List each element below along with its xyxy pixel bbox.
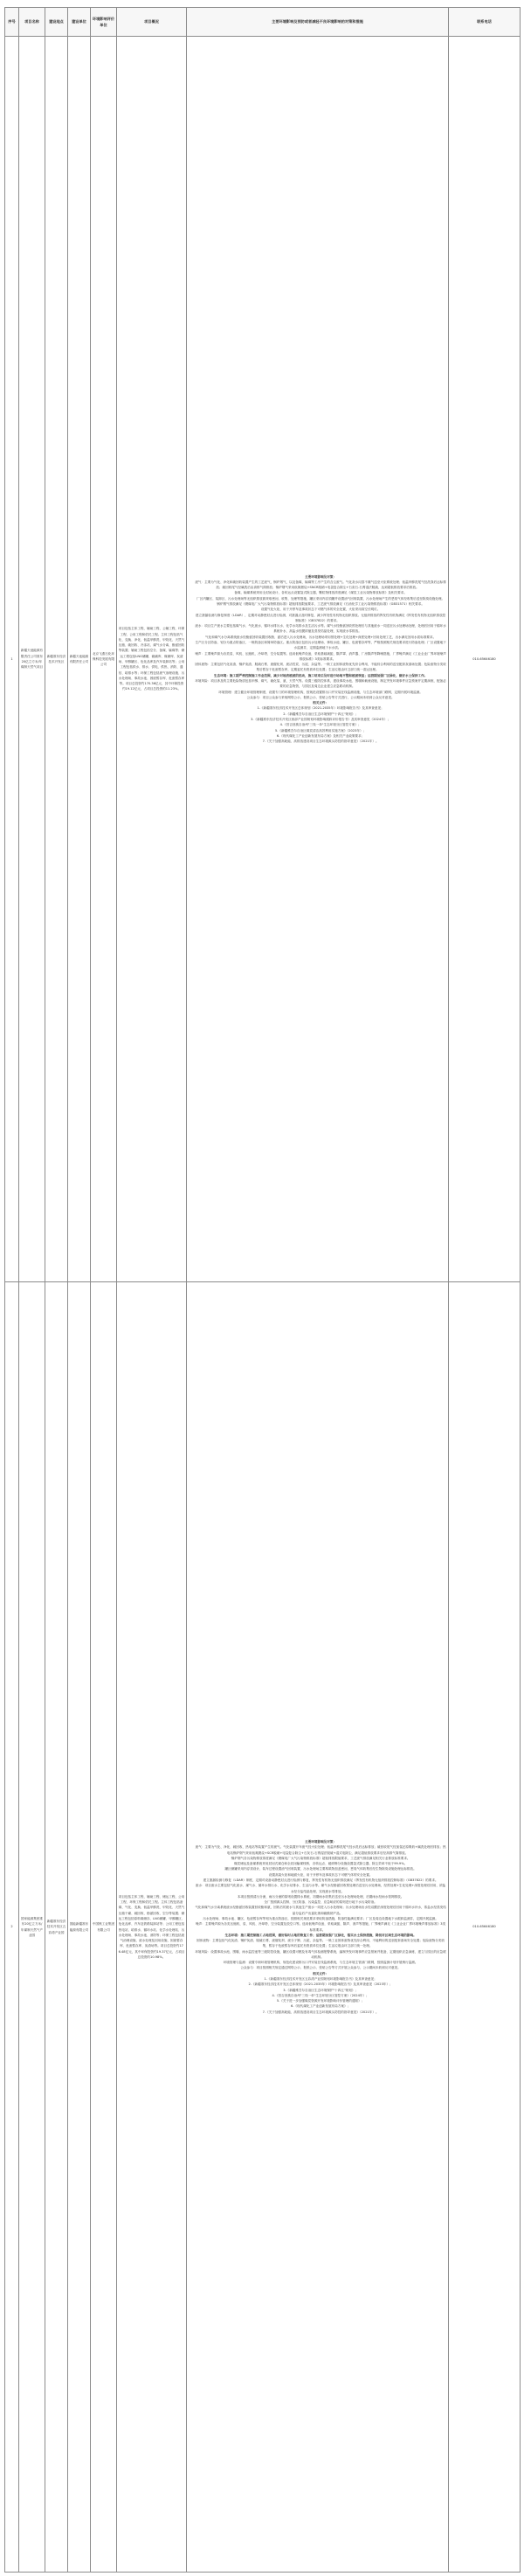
measure-paragraph: 废水：项目生产废水主要包括煤气水、气化废水、循环水排污水、化学水站排水及生活污水等。煤气水经酚氨回收预处理后与其他废水一同送至污水处理场处理，处理后回用于循环水系统补水，高盐水经膜浓缩及蒸发结晶处理，实现废水零排放。 <box>195 624 446 634</box>
header-eia-unit: 环境影响评价单位 <box>91 8 117 37</box>
measure-paragraph: 全厂按照源头控制、分区防渗、污染监控、应急响应的原则进行地下水污染防治。 <box>264 1900 377 1905</box>
measure-paragraph: 生产区分区防渗，划分为重点防渗区、一般防渗区和简单防渗区。重点防渗区包括污水处理场、事故水池、罐区、危废暂存库等，严格按照相关规范要求进行防渗处理；厂区设置地下水监测井，定期监测地下水水质。 <box>195 641 446 650</box>
measure-paragraph: 煤炭储运及备煤系统采用封闭式煤仓和全封闭输煤栈桥，各转运点、破碎筛分设施设置袋式除尘器，除尘效率不低于99.9%。 <box>233 1862 408 1866</box>
cell-measures <box>187 37 449 1282</box>
cell-measures <box>187 1282 449 2573</box>
measure-paragraph: 噪声：主要噪声源为各类压缩机、泵、风机、冷却塔、空分装置及放空口等。选用低噪声设备，采取减振、隔声、消声等措施，厂界噪声满足《工业企业厂界环境噪声排放标准》3类标准要求。 <box>195 1922 446 1932</box>
eia-approval-table <box>4 7 521 2573</box>
related-document: 6.《现代煤化工产业创新发展布局方案》及相关产业政策要求； <box>276 733 365 738</box>
measure-paragraph: 固体废物：主要包括气化灰渣、锅炉灰渣、脱硫石膏、废催化剂、废分子筛、污泥、杂盐等。一般工业固体废物优先综合利用，不能利用的送至配套渣场安全处置；危险废物分类收集，暂存于危废暂存库后委托有资质单位处置；生活垃圾由环卫部门统一处理。 <box>196 1939 445 1948</box>
cell-overview: 项目包括主体工程、辅助工程、储运工程、公用工程、环保工程和依托工程。主体工程包括备煤、气化、变换、低温甲醇洗、甲烷化、天然气压缩干燥、硫回收、酚氨回收、空分等装置；储运工程包括原料煤储存、LNG储罐、甲醇罐区、危化品库、汽车及铁路装卸站等；公用工程包括热电站、给排水、循环水站、化学水处理站、污水处理场、事故水池、消防等；环保工程包括废气治理设施、废水处理及回用设施、固废暂存库、危废暂存库、灰渣场等。项目总投资约176.48亿元，其中环保投资约19.37亿元，占项目总投资的10.98%。 <box>117 1282 187 2573</box>
cell-location: 新疆准东经济技术开发区五彩湾产业园 <box>45 1282 68 2573</box>
related-document: 7.《关于加强高耗能、高排放建设项目生态环境源头防控的指导意见》（2021年）。 <box>262 739 379 744</box>
measure-paragraph: 环境风险：项目涉及的主要危险物质包括甲醇、煤气、硫化氢、氨、天然气等。设置三级防控体系，建设事故水池、围堰和截流设施，制定突发环境事件应急预案并定期演练，配备必要的应急物资，与园区及周边企业建立应急联动机制。 <box>195 678 446 689</box>
measure-paragraph: 设置气化火炬，用于开停车及事故状态下可燃气体的安全处置，火炬采用高空长明灯。 <box>260 608 381 612</box>
header-location: 建设地点 <box>45 8 68 37</box>
measure-paragraph: 罐区储罐采用内浮顶设计，装车过程设置油气回收装置，污水处理场主要构筑物加盖密闭，恶臭气体收集后经生物除臭设施处理达标排放。 <box>224 1867 417 1871</box>
related-document: 2.《新疆准东经济技术开发区总体规划（2021-2035年）环境影响报告书》及其审查意见（2023年）； <box>248 1982 393 1987</box>
measure-paragraph: 气化和煤气水分离系统废水经酚氨回收装置回收酚和氨，回收后的废水与其他生产废水一同进入污水处理场；污水处理场出水经双膜法深度处理后回用于循环水补水，浓盐水经蒸发结晶分盐后产出氯化钠和硫酸钠产品。 <box>195 1906 446 1915</box>
measure-paragraph: 建立泄漏检测与修复（LDAR）制度，定期对设备动静密封点进行检测与修复，挥发性有机物无组织排放满足《挥发性有机物无组织排放控制标准》（GB37822）的要求。 <box>203 1878 438 1882</box>
measure-paragraph: 相关文件： <box>313 701 329 705</box>
cell-developer: 国能新疆准东能源有限公司 <box>68 1282 91 2573</box>
related-document: 7.《关于加强高耗能、高排放建设项目生态环境源头防控的指导意见》（2021年）。 <box>262 2010 379 2014</box>
measure-paragraph: 废气：主要为气化、净化、硫回收、热电站等装置产生的废气。气化装置开车废气经火炬处理；低温甲醇洗尾气经水洗后达标排放；硫回收尾气经加氢还原吸收+碱洗处理后排放；热电站锅炉烟气采用低氮燃烧+SCR脱硝+电袋复合除尘+石灰石-石膏湿法脱硫+湿式电除尘，满足超低排放要求后经高排气筒排放。 <box>195 1845 446 1855</box>
measure-paragraph: 生态环境：施工期控制施工占地范围，做好临时占地的恢复工作；运营期加强厂区绿化，落实水土保持措施，降低对区域生态环境的影响。 <box>224 1933 417 1937</box>
measure-paragraph: 气化和煤气水分离系统废水经酚氨回收装置回收酚、氨后进入污水处理场，污水处理场采用预处理+生化处理+深度处理+回用处理工艺，出水满足回用水质标准要求。 <box>205 635 437 639</box>
measure-paragraph: 公众参与：项目公众参与采取网络公示、报纸公示、张贴公告等方式进行，公示期间未收到公众反对意见。 <box>246 695 395 699</box>
cell-seq: 2 <box>5 1282 19 2573</box>
related-document: 1.《新疆准东经济技术开发区五彩湾产业园规划环境影响报告书》及其审查意见； <box>264 1977 377 1982</box>
header-overview: 项目概况 <box>117 8 187 37</box>
related-document: 4.《昌吉回族自治州"三线一单"生态环境分区管控方案》； <box>279 723 362 727</box>
measure-paragraph: 环境管理与监测：设置专职环境管理机构，规范化建设排污口并安装在线监测系统，与生态环境主管部门联网，按照监测计划开展例行监测。 <box>223 1961 418 1965</box>
related-document: 4.《昌吉回族自治州"三线一单"生态环境分区管控方案》（2024年）； <box>272 1993 369 1997</box>
related-document: 5.《关于进一步加强煤炭资源开发环境影响评价管理的通知》； <box>276 1999 365 2003</box>
measure-paragraph: 固体废物：主要包括气化灰渣、锅炉灰渣、脱硫石膏、废催化剂、废活性炭、污泥、杂盐等。一般工业固体废物优先综合利用，不能综合利用的送至配套灰渣场处置；危险废物分类收集后暂存于危废暂存库，定期委托有资质单位处置；生活垃圾由环卫部门统一清运处理。 <box>195 663 446 672</box>
cell-eia-unit: 中国核工业集团有限公司 <box>91 1282 117 2573</box>
measure-paragraph: 公众参与：项目按照相关规定通过网络公示、报纸公示、张贴公告等方式开展公众参与，公示期间未收到反对意见。 <box>240 1966 401 1970</box>
header-phone: 联系电话 <box>449 8 521 37</box>
table-header-row <box>5 8 521 37</box>
related-document: 1.《新疆准东经济技术开发区总体规划（2021-2035年）环境影响报告书》及其审查意见； <box>257 706 384 711</box>
measure-paragraph: 主要环境影响及对策： <box>305 574 337 579</box>
measure-paragraph: 相关文件： <box>313 1971 329 1975</box>
measure-paragraph: 备煤、输煤系统采用全封闭设计，各转运点设置袋式除尘器，颗粒物排放浓度满足《煤炭工业污染物排放标准》及相关要求。 <box>234 591 407 595</box>
measure-paragraph: 生态环境：施工期严格控制施工作业范围，减少对地表植被的扰动，施工结束后及时进行场地平整和植被恢复；运营期加强厂区绿化，做好水土保持工作。 <box>213 673 428 677</box>
related-document: 3.《新疆维吾尔自治区生态环境保护"十四五"规划》； <box>283 1988 358 1992</box>
measure-paragraph: 锅炉烟气各污染物排放浓度满足《燃煤电厂大气污染物排放标准》超低排放限值要求，工艺废气排放满足相关行业排放标准要求。 <box>231 1856 410 1860</box>
cell-project-name: 国家能源集团准东20亿立方米/年煤制天然气产业园 <box>19 1282 45 2573</box>
measure-paragraph: 废气：主要为气化、净化和硫回收装置产生的工艺废气，锅炉烟气，以及备煤、输煤等工序产生的含尘废气。气化灰水闪蒸不凝气送至火炬系统处理；低温甲醇洗尾气经洗涤后达标排放；硫回收尾气经碱洗后由高排气筒排放；锅炉烟气采用低氮燃烧+SNCR脱硝+电袋复合除尘+石灰石-石膏湿法脱硫，达到超低排放要求后排放。 <box>195 580 446 590</box>
measure-paragraph: 噪声：主要噪声源为各类泵、风机、压缩机、冷却塔、空分装置等。选用低噪声设备，采取基础减振、隔声罩、消声器、厂房隔声等降噪措施，厂界噪声满足《工业企业厂界环境噪声排放标准》3类标准要求。 <box>195 651 446 661</box>
cell-location: 新疆准东经济技术开发区 <box>45 37 68 1282</box>
measure-paragraph: 环境管理：建立健全环境管理制度，设置专门的环境管理机构，按规范设置排污口并安装在线监测设施，与生态环境部门联网，定期开展环境监测。 <box>218 690 423 694</box>
header-developer: 建设单位 <box>68 8 91 37</box>
measure-paragraph: 厂区内罐区、装卸区、污水处理场等无组织排放源采取密闭、收集、处理等措施，罐区采用内浮顶罐并设置油气回收装置，污水处理场产生的恶臭气体经收集后送至除臭设施处理。 <box>196 596 445 601</box>
related-document: 3.《新疆准东经济技术开发区西部产业园规划环境影响跟踪评价报告书》及其审查意见（2024年）； <box>251 717 391 721</box>
cell-eia-unit: 北京飞燕石化环保科技发展有限公司 <box>91 37 117 1282</box>
related-document: 5.《新疆维吾尔自治区煤炭清洁高效利用实施方案》（2023年）； <box>274 728 367 733</box>
related-document: 6.《现代煤化工产业创新发展布局方案》； <box>291 2004 351 2009</box>
cell-seq: 1 <box>5 37 19 1282</box>
cell-project-name: 新疆天池能源有限责任公司准东20亿立方米/年煤制天然气项目 <box>19 37 45 1282</box>
cell-phone: 010-65646180 <box>449 37 521 1282</box>
header-seq: 序号 <box>5 8 19 37</box>
measure-paragraph: 锅炉烟气排放满足《燃煤电厂大气污染物排放标准》超低排放限值要求，工艺废气排放满足《石油化学工业污染物排放标准》（GB31571）相关要求。 <box>217 602 424 607</box>
measure-paragraph: 本项目按照清污分流、雨污分流的原则设置排水系统，初期雨水收集后送至污水处理场处理，后期雨水经雨水管网排放。 <box>237 1894 404 1899</box>
measure-paragraph: 建立泄漏检测与修复制度（LDAR），定期对动静密封点进行检测，对泄漏点及时修复，减少挥发性有机物无组织排放。无组织排放的挥发性有机物满足《挥发性有机物无组织排放控制标准》（GB37822）的要求。 <box>195 613 446 622</box>
cell-phone: 010-65646180 <box>449 1282 521 2573</box>
cell-overview: 项目包括主体工程、辅助工程、公辅工程、环保工程、公用工程和依托工程。主体工程包括气化、变换、净化、低温甲醇洗、甲烷化、天然气压缩、硫回收、冷冻站、煤气水分离、酚氨回收等装置；辅助工程包括空分、备煤、输煤等；储运工程包括LNG储罐、硫磺库、煤储库、灰渣场、甲醇罐区、危化品库及汽车装卸站等；公用工程包括供水、排水、供电、供热、消防、通信、给排水等；环保工程包括废气治理设施、污水处理场、事故水池、固废暂存库、危废暂存库等。项目总投资约170.36亿元，其中环保投资约19.12亿元，占项目总投资的11.23%。 <box>117 37 187 1282</box>
table-row <box>5 1282 521 2573</box>
measure-paragraph: 主要环境影响及对策： <box>305 1840 337 1843</box>
measure-paragraph: 污水处理场、事故水池、罐区、危废暂存库等划为重点防渗区，按照相关规范要求采取防渗措施，防渗性能满足要求；厂区及周边设置地下水跟踪监测井，定期开展监测。 <box>203 1916 438 1920</box>
related-document: 2.《新疆维吾尔自治区生态环境保护"十四五"规划》； <box>283 712 358 716</box>
header-measures: 主要环境影响及预防或者减轻不良环境影响的对策和措施 <box>187 8 449 37</box>
table-row <box>5 37 521 1282</box>
measure-paragraph: 环境风险：设置事故水池、围堰、雨水监控池等三级防控设施，罐区设置可燃及有毒气体检测报警系统，编制突发环境事件应急预案并报备，定期组织应急演练，建立与园区的应急联动机制。 <box>195 1949 446 1959</box>
header-project-name: 项目名称 <box>19 8 45 37</box>
cell-developer: 新疆天池能源有限责任公司 <box>68 37 91 1282</box>
measure-paragraph: 设置高架火炬和地面火炬，用于开停车及事故状态下可燃气体的安全处置。 <box>268 1872 373 1877</box>
measure-paragraph: 废水：项目废水主要包括气化废水、煤气水、循环水排污水、化学水站排水、生活污水等。煤气水经酚氨回收预处理后送至污水处理场，经预处理+生化处理+深度处理后回用，浓盐水经分盐结晶处理，实现废水零排放。 <box>195 1884 446 1893</box>
